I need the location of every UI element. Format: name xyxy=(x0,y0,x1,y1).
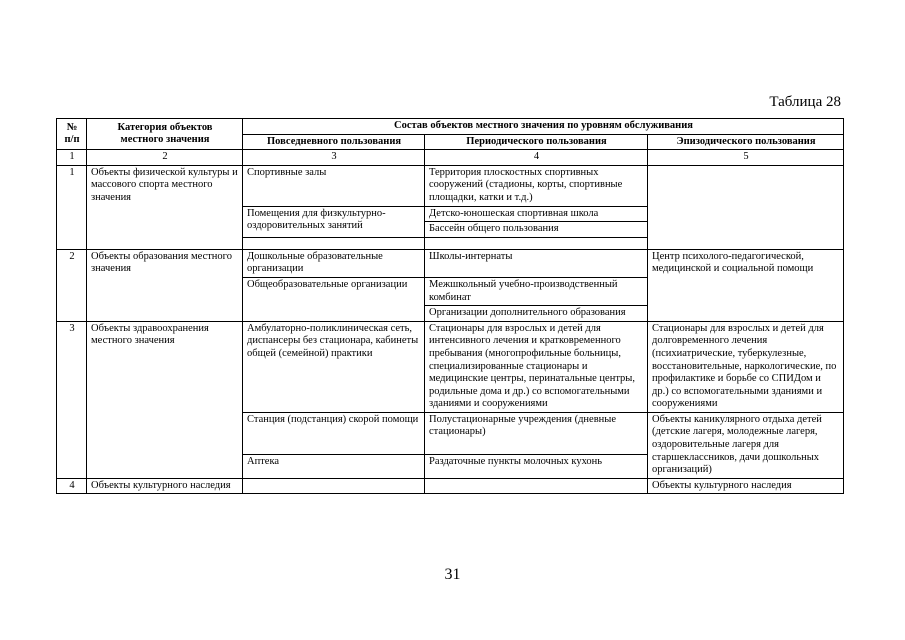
table-row xyxy=(57,321,844,412)
row-number: 4 xyxy=(57,478,87,494)
daily-cell: Амбулаторно-поликлиническая сеть, диспансеры без стационара, кабинеты общей (семейной) практики xyxy=(243,321,425,412)
column-number: 4 xyxy=(425,150,648,166)
row-number: 1 xyxy=(57,165,87,249)
daily-cell: Станция (подстанция) скорой помощи xyxy=(243,412,425,454)
periodic-header: Периодического пользования xyxy=(425,134,648,150)
column-number: 2 xyxy=(87,150,243,166)
table-caption: Таблица 28 xyxy=(769,94,841,110)
episodic-cell xyxy=(648,165,844,249)
daily-cell: Аптека xyxy=(243,455,425,479)
episodic-cell: Объекты каникулярного отдыха детей (детские лагеря, молодежные лагеря, оздоровительные лагеря для старшеклассников, дачи дошкольных организаций) xyxy=(648,412,844,478)
category-cell: Объекты образования местного значения xyxy=(87,249,243,321)
service-levels-table xyxy=(56,118,844,494)
periodic-cell: Школы-интернаты xyxy=(425,249,648,277)
category-cell: Объекты физической культуры и массового спорта местного значения xyxy=(87,165,243,249)
row-number: 2 xyxy=(57,249,87,321)
periodic-cell xyxy=(425,478,648,494)
column-number: 5 xyxy=(648,150,844,166)
daily-cell: Спортивные залы xyxy=(243,165,425,206)
episodic-cell: Объекты культурного наследия xyxy=(648,478,844,494)
daily-cell xyxy=(243,237,425,249)
episodic-cell: Стационары для взрослых и детей для долговременного лечения (психиатрические, туберкулезные, восстановительные, наркологические, по профилактике и борьбе со СПИДом и др.) со вспомогательными зданиями и сооружениями xyxy=(648,321,844,412)
periodic-cell: Полустационарные учреждения (дневные стационары) xyxy=(425,412,648,454)
table-row xyxy=(57,249,844,277)
daily-cell: Помещения для физкультурно-оздоровительных занятий xyxy=(243,206,425,237)
column-number-row xyxy=(57,150,844,166)
periodic-cell: Детско-юношеская спортивная школа xyxy=(425,206,648,222)
periodic-cell: Бассейн общего пользования xyxy=(425,222,648,238)
episodic-header: Эпизодического пользования xyxy=(648,134,844,150)
composition-header: Состав объектов местного значения по уровням обслуживания xyxy=(243,119,844,135)
periodic-cell xyxy=(425,237,648,249)
column-number: 1 xyxy=(57,150,87,166)
periodic-cell: Территория плоскостных спортивных сооружений (стадионы, корты, спортивные площадки, катки и т.д.) xyxy=(425,165,648,206)
category-header: Категория объектов местного значения xyxy=(87,119,243,150)
daily-cell: Общеобразовательные организации xyxy=(243,277,425,321)
periodic-cell: Межшкольный учебно-производственный комбинат xyxy=(425,277,648,305)
daily-header: Повседневного пользования xyxy=(243,134,425,150)
episodic-cell: Центр психолого-педагогической, медицинской и социальной помощи xyxy=(648,249,844,321)
category-cell: Объекты культурного наследия xyxy=(87,478,243,494)
periodic-cell: Стационары для взрослых и детей для интенсивного лечения и кратковременного пребывания (многопрофильные больницы, специализированные стационары и медицинские центры, перинатальные центры, родильные дома и др.) со вспомогательными зданиями и сооружениями xyxy=(425,321,648,412)
daily-cell xyxy=(243,478,425,494)
daily-cell: Дошкольные образовательные организации xyxy=(243,249,425,277)
table-row xyxy=(57,165,844,206)
page-number: 31 xyxy=(444,566,461,583)
periodic-cell: Организации дополнительного образования xyxy=(425,306,648,322)
column-number: 3 xyxy=(243,150,425,166)
table-row xyxy=(57,478,844,494)
category-cell: Объекты здравоохранения местного значения xyxy=(87,321,243,478)
num-header: № п/п xyxy=(57,119,87,150)
header-row-1 xyxy=(57,119,844,135)
row-number: 3 xyxy=(57,321,87,478)
periodic-cell: Раздаточные пункты молочных кухонь xyxy=(425,455,648,479)
